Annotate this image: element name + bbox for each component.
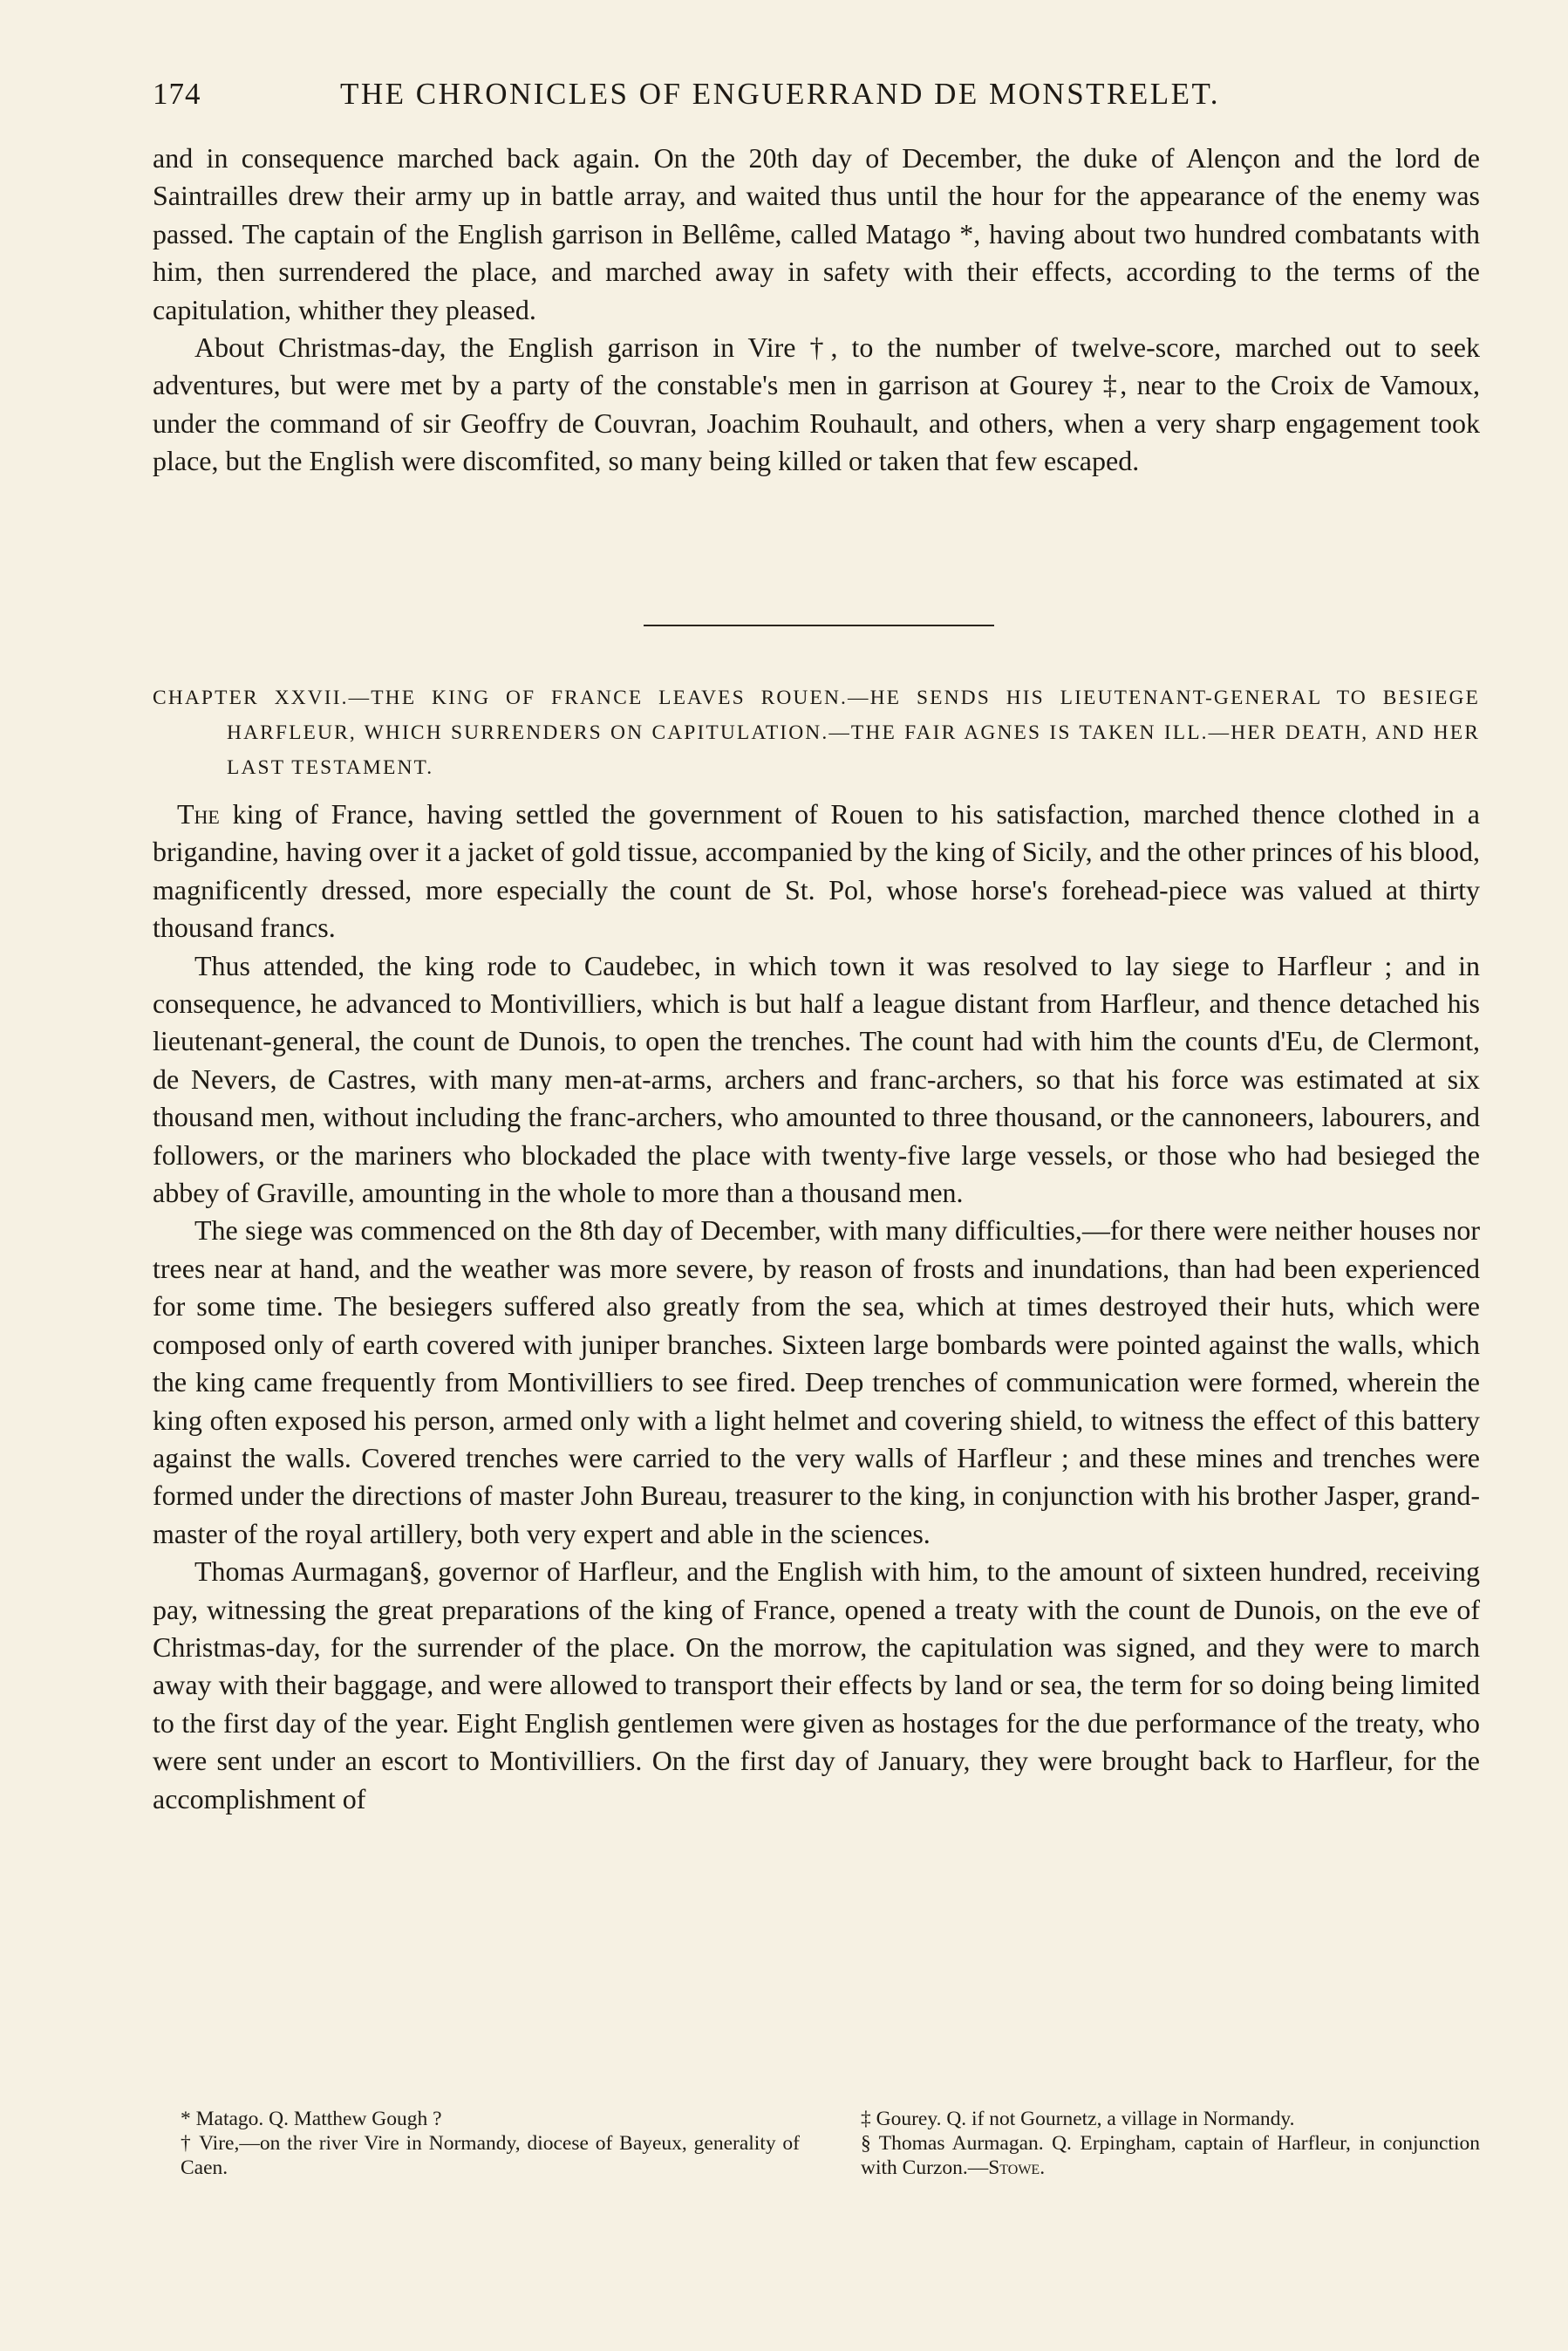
footnote-text: § Thomas Aurmagan. Q. Erpingham, captain of Harfleur, in conjunction with Curzon.— — [861, 2132, 1480, 2179]
paragraph: Thus attended, the king rode to Caudebec, in which town it was resolved to lay siege to Harfleur ; and in consequence, he advanced to Montivilliers, which is but half a league distant from Harfleur, and thence detached his lieutenant-general, the count de Dunois, to open the trenches. The count had with him the counts d'Eu, de Clermont, de Nevers, de Castres, with many men-at-arms, archers and franc-archers, so that his force was estimated at six thousand men, without including the franc-archers, who amounted to three thousand, or the cannoneers, labourers, and followers, or the mariners who blockaded the place with twenty-five large vessels, or those who had besieged the abbey of Graville, amounting in the whole to more than a thousand men. — [153, 949, 1480, 1209]
footnotes-right-column — [833, 2107, 1480, 2180]
continued-text — [153, 140, 1480, 481]
footnote: ‡ Gourey. Q. if not Gournetz, a village in Normandy. — [861, 2108, 1295, 2130]
running-head — [153, 77, 1480, 120]
section-divider — [644, 625, 994, 626]
running-title: THE CHRONICLES OF ENGUERRAND DE MONSTRELET. — [340, 77, 1221, 111]
chapter-body — [153, 796, 1480, 1818]
page-number: 174 — [153, 77, 201, 111]
paragraph: Thomas Aurmagan§, governor of Harfleur, and the English with him, to the amount of sixteen hundred, receiving pay, witnessing the great preparations of the king of France, opened a treaty with the count de Dunois, on the eve of Christmas-day, for the surrender of the place. On the morrow, the capitulation was signed, and they were to march away with their baggage, and were allowed to transport their effects by land or sea, the term for so doing being limited to the first day of the year. Eight English gentlemen were given as hostages for the due performance of the treaty, who were sent under an escort to Montivilliers. On the first day of January, they were brought back to Harfleur, for the accomplishment of — [153, 1555, 1480, 1815]
chapter-heading: CHAPTER XXVII.—THE KING OF FRANCE LEAVES ROUEN.—HE SENDS HIS LIEUTENANT-GENERAL TO BESIEGE HARFLEUR, WHICH SURRENDERS ON CAPITULATION.—THE FAIR AGNES IS TAKEN ILL.—HER DEATH, AND HER LAST TESTAMENT. — [153, 687, 1480, 779]
footnote-source: Stowe. — [988, 2156, 1046, 2179]
footnotes-left-column — [153, 2107, 800, 2180]
footnote: † Vire,—on the river Vire in Normandy, diocese of Bayeux, generality of Caen. — [181, 2132, 800, 2179]
paragraph: About Christmas-day, the English garrison in Vire †, to the number of twelve-score, marched out to seek adventures, but were met by a party of the constable's men in garrison at Gourey ‡, near to the Croix de Vamoux, under the command of sir Geoffry de Couvran, Joachim Rouhault, and others, when a very sharp engagement took place, but the English were discomfited, so many being killed or taken that few escaped. — [153, 331, 1480, 477]
footnotes — [153, 2107, 1480, 2281]
paragraph: The siege was commenced on the 8th day of December, with many difficulties,—for there were neither houses nor trees near at hand, and the weather was more severe, by reason of frosts and inundations, than had been experienced for some time. The besiegers suffered also greatly from the sea, which at times destroyed their huts, which were composed only of earth covered with juniper branches. Sixteen large bombards were pointed against the walls, which the king came frequently from Montivilliers to see fired. Deep trenches of communication were formed, wherein the king often exposed his person, armed only with a light helmet and covering shield, to witness the effect of this battery against the walls. Covered trenches were carried to the very walls of Harfleur ; and these mines and trenches were formed under the directions of master John Bureau, treasurer to the king, in conjunction with his brother Jasper, grand-master of the royal artillery, both very expert and able in the sciences. — [153, 1214, 1480, 1549]
paragraph: and in consequence marched back again. On the 20th day of December, the duke of Alençon and the lord de Saintrailles drew their army up in battle array, and waited thus until the hour for the appearance of the enemy was passed. The captain of the English garrison in Bellême, called Matago *, having about two hundred combatants with him, then surrendered the place, and marched away in safety with their effects, according to the terms of the capitulation, whither they pleased. — [153, 142, 1480, 325]
book-page — [153, 0, 1480, 2351]
footnote: * Matago. Q. Matthew Gough ? — [181, 2108, 442, 2130]
paragraph — [153, 796, 1480, 947]
opening-word: The — [177, 798, 220, 830]
footnote — [833, 2131, 1480, 2180]
paragraph-text: king of France, having settled the government of Rouen to his satisfaction, marched thence clothed in a brigandine, having over it a jacket of gold tissue, accompanied by the king of Sicily, and the other princes of his blood, magnificently dressed, more especially the count de St. Pol, whose horse's forehead-piece was valued at thirty thousand francs. — [153, 798, 1480, 944]
